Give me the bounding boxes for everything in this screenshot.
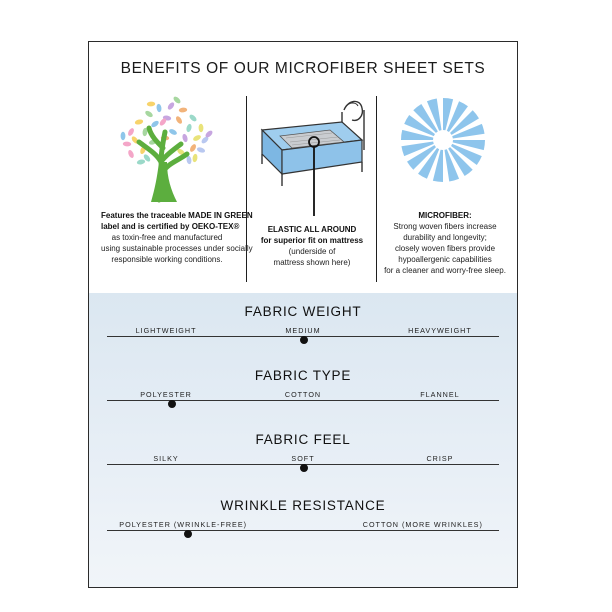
scale-title: FABRIC TYPE bbox=[254, 368, 352, 383]
scale-line bbox=[107, 530, 499, 531]
caption-line: Strong woven fibers increase bbox=[393, 222, 497, 231]
leaf-shape bbox=[182, 133, 189, 142]
scale-marker bbox=[168, 400, 176, 408]
scale-label-right: FLANNEL bbox=[420, 390, 460, 399]
scale-label-right: HEAVYWEIGHT bbox=[408, 326, 472, 335]
scale-fabric-weight bbox=[89, 304, 517, 364]
caption-line: for superior fit on mattress bbox=[260, 236, 364, 245]
scale-label-left: SILKY bbox=[153, 454, 179, 463]
scale-label-left: POLYESTER (WRINKLE-FREE) bbox=[119, 520, 248, 529]
caption-line: as toxin-free and manufactured bbox=[111, 233, 223, 242]
leaf-shape bbox=[199, 124, 204, 132]
scale-wrinkle-resistance bbox=[89, 498, 517, 558]
scale-label-middle: COTTON bbox=[284, 390, 322, 399]
caption-line: label and is certified by OEKO-TEX® bbox=[101, 222, 240, 231]
leaf-shape bbox=[123, 141, 132, 146]
fitted-sheet-bed-icon bbox=[246, 92, 378, 222]
leaf-shape bbox=[189, 143, 197, 153]
caption-line: Features the traceable MADE IN GREEN bbox=[101, 211, 253, 220]
caption-line: MICROFIBER: bbox=[418, 211, 472, 220]
microfiber-cross-section-icon bbox=[377, 92, 513, 202]
caption-line: closely woven fibers provide bbox=[394, 244, 496, 253]
scale-fabric-feel bbox=[89, 432, 517, 492]
scale-title: FABRIC FEEL bbox=[255, 432, 351, 447]
leaf-shape bbox=[144, 110, 154, 119]
caption-line: for a cleaner and worry-free sleep. bbox=[384, 266, 506, 275]
leaf-shape bbox=[188, 113, 197, 122]
benefit-made-in-green bbox=[101, 92, 253, 292]
tree-icon bbox=[101, 92, 233, 204]
scale-line bbox=[107, 400, 499, 401]
scale-label-middle: MEDIUM bbox=[285, 326, 321, 335]
scale-label-right: CRISP bbox=[426, 454, 454, 463]
caption-line: hypoallergenic capabilities bbox=[398, 255, 492, 264]
leaf-shape bbox=[192, 134, 202, 142]
scale-fabric-type bbox=[89, 368, 517, 428]
leaf-shape bbox=[196, 146, 206, 153]
scale-label-middle: SOFT bbox=[291, 454, 315, 463]
scale-marker bbox=[300, 336, 308, 344]
caption-line: (underside of bbox=[288, 247, 336, 256]
benefit-caption bbox=[246, 224, 378, 268]
benefit-microfiber bbox=[377, 92, 513, 292]
page-title: BENEFITS OF OUR MICROFIBER SHEET SETS bbox=[120, 60, 486, 77]
benefit-caption bbox=[101, 210, 253, 265]
leaf-shape bbox=[186, 123, 193, 132]
leaf-shape bbox=[121, 132, 126, 140]
leaf-shape bbox=[167, 101, 176, 111]
scale-label-left: LIGHTWEIGHT bbox=[135, 326, 197, 335]
caption-line: ELASTIC ALL AROUND bbox=[267, 225, 357, 234]
caption-line: durability and longevity; bbox=[403, 233, 487, 242]
caption-line: responsible working conditions. bbox=[111, 255, 223, 264]
benefits-card bbox=[88, 41, 518, 588]
scale-label-right: COTTON (MORE WRINKLES) bbox=[362, 520, 483, 529]
caption-line: mattress shown here) bbox=[273, 258, 351, 267]
leaf-shape bbox=[136, 159, 145, 165]
scale-marker bbox=[184, 530, 192, 538]
caption-line: using sustainable processes under socially bbox=[101, 244, 253, 253]
benefit-caption bbox=[377, 210, 513, 276]
leaf-shape bbox=[175, 115, 184, 125]
leaf-shape bbox=[147, 101, 156, 106]
leaf-shape bbox=[156, 103, 162, 112]
scale-title: WRINKLE RESISTANCE bbox=[220, 498, 386, 513]
leaf-shape bbox=[192, 154, 198, 163]
scale-title: FABRIC WEIGHT bbox=[244, 304, 362, 319]
leaf-shape bbox=[127, 149, 135, 159]
scale-label-left: POLYESTER bbox=[140, 390, 192, 399]
scale-marker bbox=[300, 464, 308, 472]
leaf-shape bbox=[150, 120, 160, 129]
leaf-shape bbox=[127, 127, 135, 137]
leaf-shape bbox=[168, 128, 178, 136]
leaf-shape bbox=[134, 119, 143, 126]
benefit-elastic-fit bbox=[246, 92, 378, 292]
leaf-shape bbox=[179, 107, 188, 113]
